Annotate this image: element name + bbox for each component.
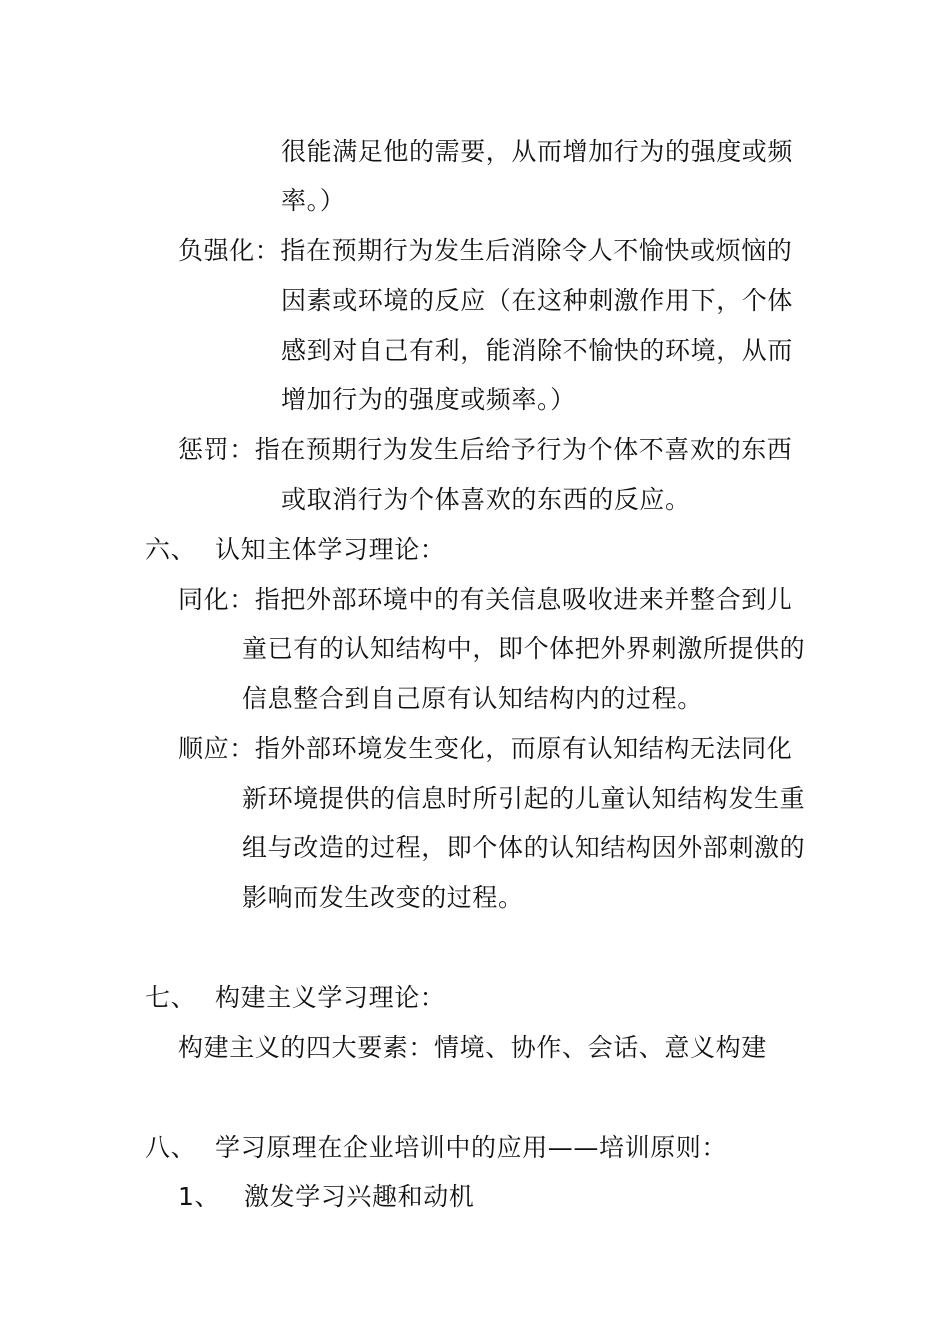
- section-heading-six: [145, 535, 445, 565]
- section-title: 构建主义学习理论：: [215, 983, 446, 1012]
- section-number: 八、: [145, 1133, 197, 1162]
- list-item-text: 激发学习兴趣和动机: [244, 1182, 475, 1211]
- text-line: 信息整合到自己原有认知结构内的过程。: [242, 684, 703, 713]
- section-number: 七、: [145, 983, 197, 1012]
- definition-punishment: 惩罚：指在预期行为发生后给予行为个体不喜欢的东西: [178, 435, 793, 464]
- definition-accommodation: 顺应：指外部环境发生变化，而原有认知结构无法同化: [178, 734, 793, 763]
- constructivism-elements: 构建主义的四大要素：情境、协作、会话、意义构建: [178, 1033, 767, 1062]
- list-item-number: 1、: [178, 1182, 221, 1211]
- text-line: 感到对自己有利，能消除不愉快的环境，从而: [281, 336, 794, 365]
- section-heading-eight: [145, 1133, 727, 1163]
- text-line: 影响而发生改变的过程。: [242, 883, 524, 912]
- section-title: 认知主体学习理论：: [215, 535, 446, 564]
- definition-negative-reinforcement: 负强化：指在预期行为发生后消除令人不愉快或烦恼的: [178, 236, 793, 265]
- section-heading-seven: [145, 983, 445, 1013]
- text-line: 新环境提供的信息时所引起的儿童认知结构发生重: [242, 784, 806, 813]
- definition-assimilation: 同化：指把外部环境中的有关信息吸收进来并整合到儿: [178, 585, 793, 614]
- section-title: 学习原理在企业培训中的应用——培训原则：: [215, 1133, 728, 1162]
- text-line: 率。）: [281, 186, 346, 215]
- text-line: 童已有的认知结构中，即个体把外界刺激所提供的: [242, 634, 806, 663]
- list-item: [178, 1182, 474, 1212]
- text-line: 因素或环境的反应（在这种刺激作用下，个体: [281, 286, 794, 315]
- section-number: 六、: [145, 535, 197, 564]
- text-line: 很能满足他的需要，从而增加行为的强度或频: [281, 137, 794, 166]
- text-line: 或取消行为个体喜欢的东西的反应。: [281, 485, 691, 514]
- text-line: 组与改造的过程，即个体的认知结构因外部刺激的: [242, 833, 806, 862]
- text-line: 增加行为的强度或频率。）: [281, 385, 576, 414]
